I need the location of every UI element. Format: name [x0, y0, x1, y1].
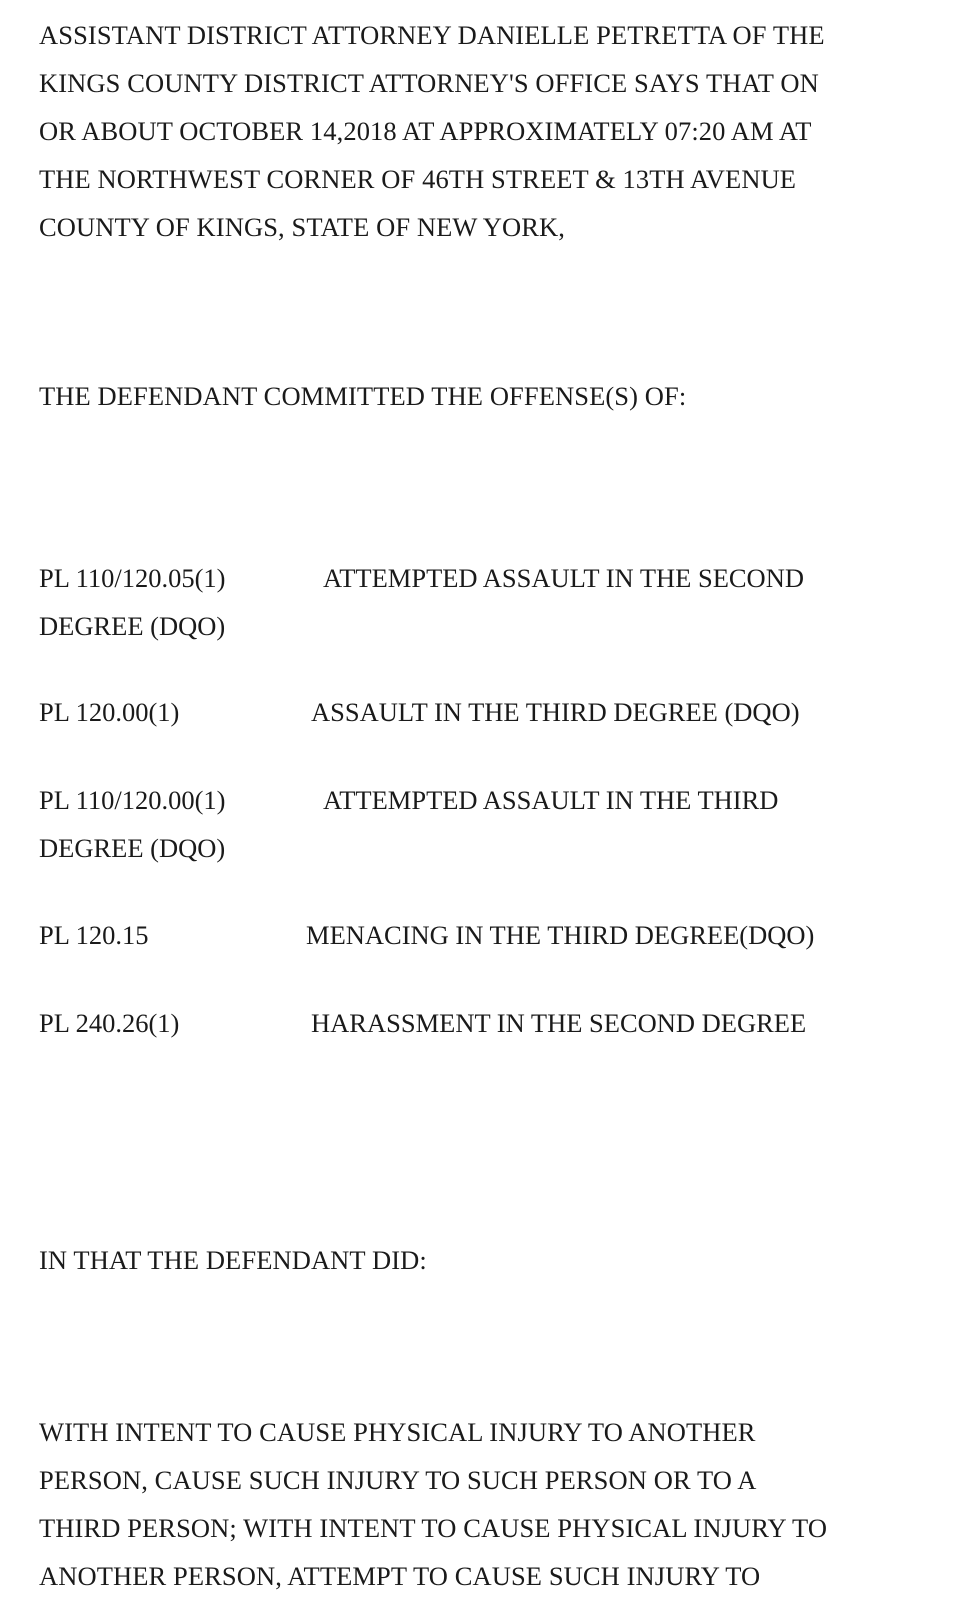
narrative-line: WITH INTENT TO CAUSE PHYSICAL INJURY TO ANOTHER [39, 1417, 756, 1447]
offense-description: ASSAULT IN THE THIRD DEGREE (DQO) [311, 697, 800, 727]
offense-code: PL 110/120.00(1) [39, 785, 226, 815]
narrative-line: PERSON, CAUSE SUCH INJURY TO SUCH PERSON OR TO A [39, 1465, 757, 1495]
offense-description: ATTEMPTED ASSAULT IN THE THIRD [323, 785, 779, 815]
intro-line: COUNTY OF KINGS, STATE OF NEW YORK, [39, 212, 565, 242]
offense-code: PL 110/120.05(1) [39, 563, 226, 593]
offense-description: HARASSMENT IN THE SECOND DEGREE [311, 1008, 807, 1038]
offense-description-continuation: DEGREE (DQO) [39, 611, 226, 641]
narrative-paragraph [39, 1408, 929, 1600]
offense-description: ATTEMPTED ASSAULT IN THE SECOND [323, 563, 804, 593]
offense-description-continuation: DEGREE (DQO) [39, 833, 226, 863]
narrative-line: THIRD PERSON; WITH INTENT TO CAUSE PHYSICAL INJURY TO [39, 1513, 828, 1543]
intro-line: KINGS COUNTY DISTRICT ATTORNEY'S OFFICE SAYS THAT ON [39, 68, 819, 98]
offense-code: PL 120.15 [39, 920, 149, 950]
offense-code: PL 240.26(1) [39, 1008, 180, 1038]
intro-line: THE NORTHWEST CORNER OF 46TH STREET & 13TH AVENUE [39, 164, 797, 194]
intro-line: OR ABOUT OCTOBER 14,2018 AT APPROXIMATELY 07:20 AM AT [39, 116, 812, 146]
did-heading-text: IN THAT THE DEFENDANT DID: [39, 1245, 427, 1275]
offense-description: MENACING IN THE THIRD DEGREE(DQO) [306, 920, 815, 950]
narrative-line: ANOTHER PERSON, ATTEMPT TO CAUSE SUCH INJURY TO [39, 1561, 761, 1591]
offenses-heading-text: THE DEFENDANT COMMITTED THE OFFENSE(S) OF: [39, 381, 687, 411]
intro-line: ASSISTANT DISTRICT ATTORNEY DANIELLE PETRETTA OF THE [39, 20, 825, 50]
offense-code: PL 120.00(1) [39, 697, 180, 727]
intro-paragraph [39, 11, 929, 251]
did-heading [39, 1236, 929, 1284]
offenses-heading [39, 372, 929, 420]
